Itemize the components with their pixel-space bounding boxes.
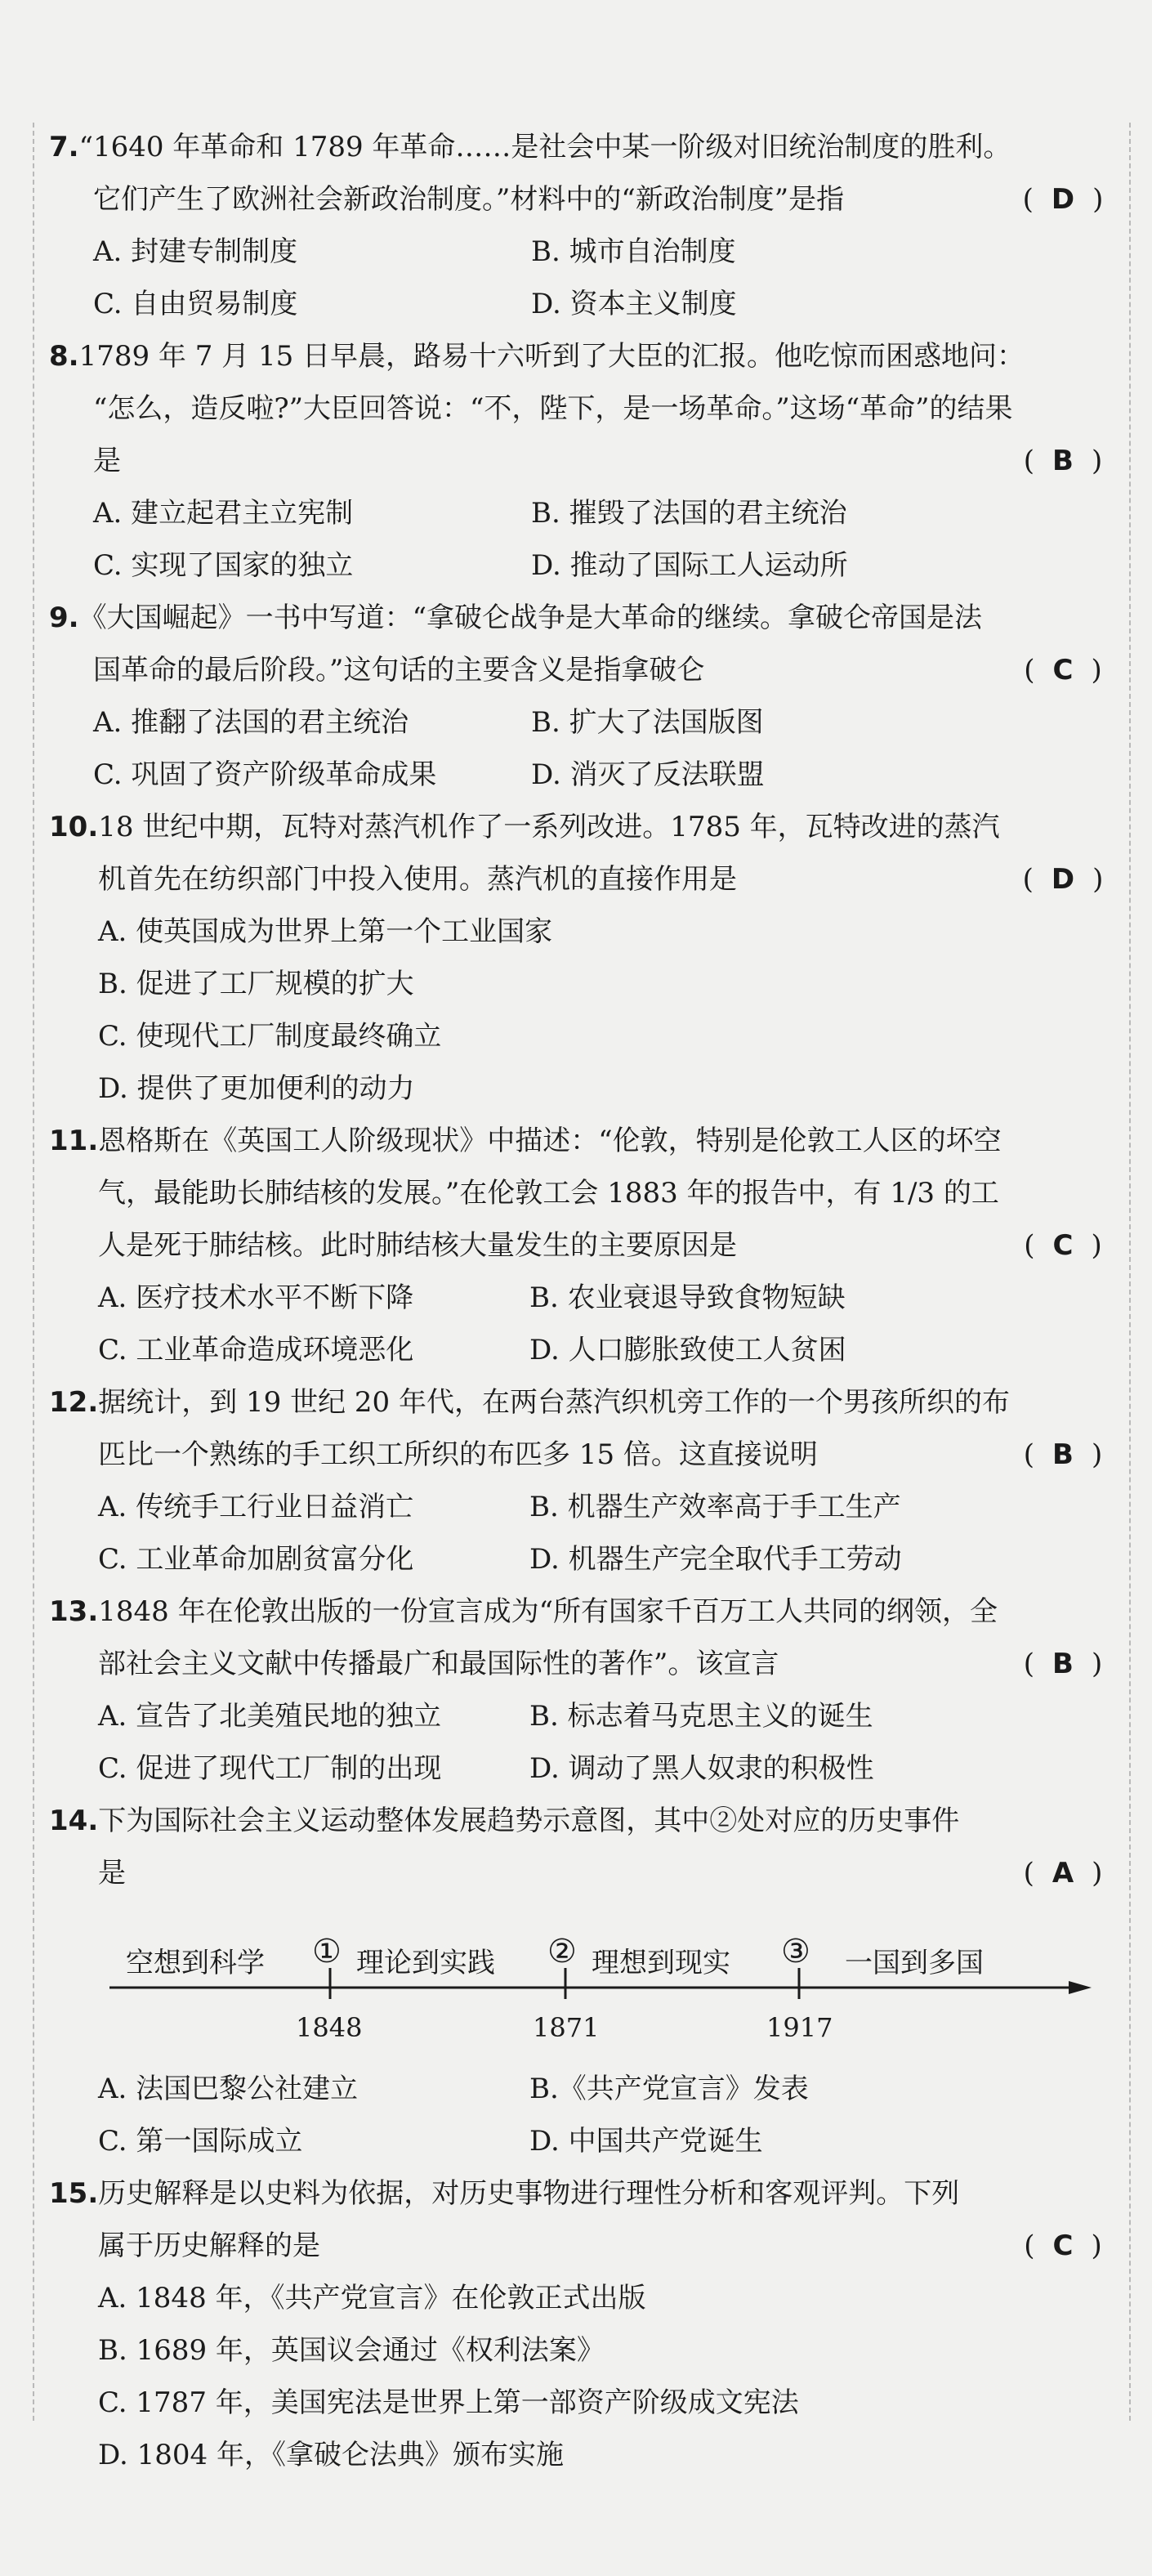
option-c: C. 1787 年，美国宪法是世界上第一部资产阶级成文宪法 xyxy=(98,2386,799,2419)
question-number: 13. xyxy=(49,1595,99,1628)
option-b: B.《共产党宣言》发表 xyxy=(529,2073,809,2105)
option-c: C. 巩固了资产阶级革命成果 xyxy=(93,758,437,791)
option-a: A. 宣告了北美殖民地的独立 xyxy=(98,1700,442,1733)
option-c: C. 第一国际成立 xyxy=(98,2125,303,2158)
option-b: B. 1689 年，英国议会通过《权利法案》 xyxy=(98,2334,605,2367)
question-text: 恩格斯在《英国工人阶级现状》中描述：“伦敦，特别是伦敦工人区的坏空 xyxy=(98,1125,1002,1157)
answer-letter: C xyxy=(1052,2229,1074,2262)
question-text: 18 世纪中期，瓦特对蒸汽机作了一系列改进。1785 年，瓦特改进的蒸汽 xyxy=(98,811,1000,843)
answer-bracket: ( A ) xyxy=(1023,1857,1103,1890)
segment-label: 一国到多国 xyxy=(845,1947,984,1979)
question-text: 气，最能助长肺结核的发展。”在伦敦工会 1883 年的报告中，有 1/3 的工 xyxy=(98,1177,999,1210)
question-number: 12. xyxy=(49,1386,99,1419)
question-text: 下为国际社会主义运动整体发展趋势示意图，其中②处对应的历史事件 xyxy=(98,1805,960,1837)
answer-bracket: ( B ) xyxy=(1023,1438,1103,1471)
option-a: A. 法国巴黎公社建立 xyxy=(98,2073,359,2105)
option-c: C. 促进了现代工厂制的出现 xyxy=(98,1752,442,1785)
question-text: 国革命的最后阶段。”这句话的主要含义是指拿破仑 xyxy=(93,654,705,686)
option-c: C. 工业革命加剧贫富分化 xyxy=(98,1543,414,1576)
question-text: “1640 年革命和 1789 年革命……是社会中某一阶级对旧统治制度的胜利。 xyxy=(78,131,1011,163)
question-10 xyxy=(49,801,1119,1115)
option-c: C. 自由贸易制度 xyxy=(93,288,298,320)
question-11 xyxy=(49,1115,1119,1376)
answer-bracket: ( D ) xyxy=(1022,183,1104,216)
question-number: 9. xyxy=(49,602,79,634)
question-text: 是 xyxy=(98,1857,126,1890)
option-b: B. 扩大了法国版图 xyxy=(531,706,764,739)
right-dashed-margin xyxy=(1129,123,1131,2421)
answer-letter: C xyxy=(1052,654,1074,686)
option-b: B. 标志着马克思主义的诞生 xyxy=(529,1700,873,1733)
option-c: C. 工业革命造成环境恶化 xyxy=(98,1334,414,1366)
option-b: B. 农业衰退导致食物短缺 xyxy=(529,1281,846,1314)
year-label: 1871 xyxy=(533,2012,600,2043)
answer-bracket: ( B ) xyxy=(1023,1648,1103,1680)
option-b: B. 摧毁了法国的君主统治 xyxy=(531,497,847,530)
answer-letter: B xyxy=(1052,445,1074,477)
question-text: 机首先在纺织部门中投入使用。蒸汽机的直接作用是 xyxy=(98,863,737,896)
question-9 xyxy=(49,592,1119,801)
question-text: 1789 年 7 月 15 日早晨，路易十六听到了大臣的汇报。他吃惊而困惑地问： xyxy=(78,340,1025,373)
question-text: 人是死于肺结核。此时肺结核大量发生的主要原因是 xyxy=(98,1229,737,1262)
answer-letter: D xyxy=(1051,183,1075,216)
option-d: D. 提供了更加便利的动力 xyxy=(98,1072,415,1105)
year-label: 1848 xyxy=(296,2012,363,2043)
question-text: 历史解释是以史料为依据，对历史事物进行理性分析和客观评判。下列 xyxy=(98,2177,960,2210)
socialism-timeline-diagram xyxy=(49,1903,1119,2063)
option-a: A. 传统手工行业日益消亡 xyxy=(98,1491,414,1523)
answer-bracket: ( C ) xyxy=(1024,1229,1102,1262)
answer-letter: B xyxy=(1052,1438,1074,1471)
left-dashed-margin xyxy=(33,123,34,2421)
question-number: 10. xyxy=(49,811,99,843)
option-a: A. 医疗技术水平不断下降 xyxy=(98,1281,414,1314)
option-c: C. 使现代工厂制度最终确立 xyxy=(98,1020,442,1053)
answer-bracket: ( B ) xyxy=(1023,445,1103,477)
option-d: D. 中国共产党诞生 xyxy=(529,2125,763,2158)
marker-2: ② xyxy=(547,1933,577,1970)
question-12 xyxy=(49,1376,1119,1585)
question-14 xyxy=(49,1795,1119,2167)
answer-letter: B xyxy=(1052,1648,1074,1680)
question-number: 11. xyxy=(49,1125,99,1157)
question-7 xyxy=(49,121,1119,330)
question-number: 15. xyxy=(49,2177,99,2210)
option-b: B. 城市自治制度 xyxy=(531,235,736,268)
marker-1: ① xyxy=(312,1933,342,1970)
option-a: A. 推翻了法国的君主统治 xyxy=(93,706,409,739)
option-d: D. 推动了国际工人运动所 xyxy=(531,549,848,582)
question-page xyxy=(49,121,1119,2481)
option-a: A. 使英国成为世界上第一个工业国家 xyxy=(98,915,553,948)
question-text: 部社会主义文献中传播最广和最国际性的著作”。该宣言 xyxy=(98,1648,779,1680)
question-13 xyxy=(49,1585,1119,1795)
answer-letter: D xyxy=(1051,863,1075,896)
answer-bracket: ( C ) xyxy=(1024,654,1102,686)
question-number: 7. xyxy=(49,131,79,163)
question-text: “怎么，造反啦?”大臣回答说：“不，陛下，是一场革命。”这场“革命”的结果 xyxy=(93,392,1013,425)
question-text: 1848 年在伦敦出版的一份宣言成为“所有国家千百万工人共同的纲领，全 xyxy=(98,1595,998,1628)
option-d: D. 资本主义制度 xyxy=(531,288,737,320)
answer-letter: C xyxy=(1052,1229,1074,1262)
question-number: 14. xyxy=(49,1805,99,1837)
option-b: B. 促进了工厂规模的扩大 xyxy=(98,968,414,1000)
option-a: A. 建立起君主立宪制 xyxy=(93,497,354,530)
option-a: A. 封建专制制度 xyxy=(93,235,298,268)
option-c: C. 实现了国家的独立 xyxy=(93,549,354,582)
segment-label: 理想到现实 xyxy=(592,1947,730,1979)
question-text: 它们产生了欧洲社会新政治制度。”材料中的“新政治制度”是指 xyxy=(93,183,845,216)
question-number: 8. xyxy=(49,340,79,373)
option-b: B. 机器生产效率高于手工生产 xyxy=(529,1491,901,1523)
question-15 xyxy=(49,2167,1119,2481)
option-d: D. 消灭了反法联盟 xyxy=(531,758,765,791)
option-d: D. 机器生产完全取代手工劳动 xyxy=(529,1543,902,1576)
question-text: 是 xyxy=(93,445,121,477)
segment-label: 理论到实践 xyxy=(356,1947,495,1979)
answer-bracket: ( D ) xyxy=(1022,863,1104,896)
option-d: D. 人口膨胀致使工人贫困 xyxy=(529,1334,846,1366)
answer-letter: A xyxy=(1052,1857,1074,1890)
question-text: 匹比一个熟练的手工织工所织的布匹多 15 倍。这直接说明 xyxy=(98,1438,818,1471)
question-text: 属于历史解释的是 xyxy=(98,2229,320,2262)
question-text: 据统计，到 19 世纪 20 年代，在两台蒸汽织机旁工作的一个男孩所织的布 xyxy=(98,1386,1010,1419)
option-d: D. 调动了黑人奴隶的积极性 xyxy=(529,1752,874,1785)
question-text: 《大国崛起》一书中写道：“拿破仑战争是大革命的继续。拿破仑帝国是法 xyxy=(78,602,982,634)
marker-3: ③ xyxy=(781,1933,810,1970)
year-label: 1917 xyxy=(766,2012,833,2043)
answer-bracket: ( C ) xyxy=(1024,2229,1102,2262)
question-8 xyxy=(49,330,1119,592)
option-d: D. 1804 年，《拿破仑法典》颁布实施 xyxy=(98,2439,564,2471)
segment-label: 空想到科学 xyxy=(126,1947,265,1979)
option-a: A. 1848 年，《共产党宣言》在伦敦正式出版 xyxy=(98,2282,646,2314)
